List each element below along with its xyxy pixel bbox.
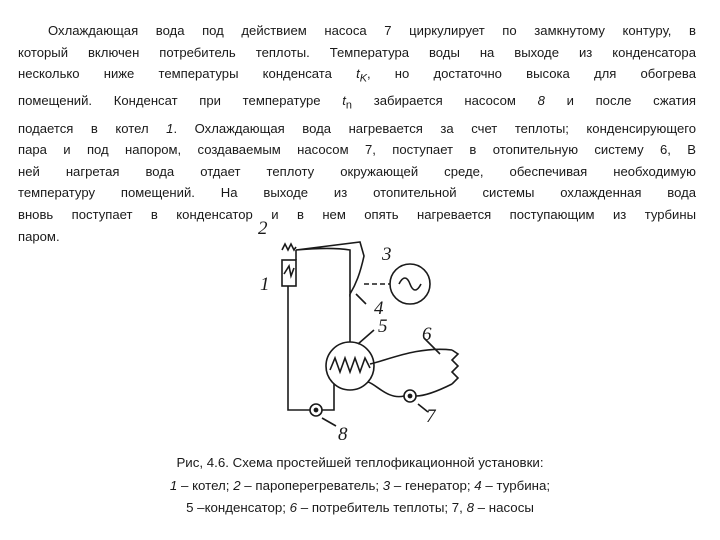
label-heat-consumer: 6 bbox=[422, 324, 432, 345]
label-superheater: 2 bbox=[258, 218, 268, 239]
temperature-subscript: K bbox=[359, 72, 367, 85]
boiler-number: 1 bbox=[166, 120, 174, 136]
label-boiler: 1 bbox=[260, 274, 270, 295]
temperature-subscript: n bbox=[345, 100, 352, 112]
hot-water-pipe bbox=[370, 349, 452, 364]
generator-icon bbox=[390, 264, 430, 304]
temperature-symbol: t bbox=[356, 66, 360, 82]
condenser-icon bbox=[326, 342, 374, 390]
figure-caption-title: Рис, 4.6. Схема простейшей теплофикационной установки: bbox=[176, 455, 544, 470]
label-generator: 3 bbox=[382, 244, 392, 265]
diagram-svg bbox=[238, 214, 498, 446]
paragraph-line: вновь поступает в конденсатор и в нем опять нагревается поступающим из турбины bbox=[18, 206, 696, 222]
paragraph-line: который включен потребитель теплоты. Температура воды на выходе из конденсатора bbox=[18, 44, 696, 60]
pump-number: 8 bbox=[537, 93, 545, 109]
paragraph-line: паром. bbox=[18, 228, 60, 244]
boiler-icon bbox=[282, 260, 296, 286]
leader-line bbox=[358, 330, 374, 344]
paragraph-line: Охлаждающая вода под действием насоса 7 циркулирует по замкнутому контуру, в bbox=[48, 23, 696, 38]
paragraph-line: пара и под напором, создаваемым насосом 7, поступает в отопительную систему 6, В bbox=[18, 142, 696, 158]
superheater-icon bbox=[282, 244, 296, 250]
condensate-pump-icon bbox=[310, 404, 322, 416]
return-water-pipe bbox=[416, 384, 452, 396]
leader-line bbox=[356, 294, 366, 304]
temperature-symbol: t bbox=[342, 93, 346, 109]
turbine-icon bbox=[296, 242, 364, 294]
heating-pump-icon bbox=[404, 390, 416, 402]
cooling-water-pipe bbox=[368, 382, 404, 397]
paragraph-line: температуру помещений. На выходе из отопительной системы охлажденная вода bbox=[18, 185, 696, 201]
paragraph-line: помещений. Конденсат при температуре $t_n$ забирается насосом 8 и после сжатия bbox=[18, 93, 696, 112]
label-condensate-pump: 8 bbox=[338, 424, 348, 445]
label-turbine: 4 bbox=[374, 298, 384, 319]
feedwater-pipe bbox=[288, 286, 310, 410]
condensate-pipe bbox=[322, 384, 334, 410]
paragraph-line: ней нагретая вода отдает теплоту окружающей среде, обеспечивая необходимую bbox=[18, 163, 696, 179]
label-heating-pump: 7 bbox=[426, 406, 436, 427]
cogeneration-diagram bbox=[238, 214, 498, 446]
heat-consumer-icon bbox=[452, 350, 458, 384]
paragraph-line: подается в котел 1. Охлаждающая вода нагревается за счет теплоты; конденсирующего bbox=[18, 120, 697, 136]
leader-line bbox=[322, 418, 336, 426]
label-condenser: 5 bbox=[378, 316, 388, 337]
paragraph-line: несколько ниже температуры конденсата $t_K$, но достаточно высока для обогрева bbox=[18, 66, 696, 85]
figure-caption-legend: 5 –конденсатор; 6 – потребитель теплоты; 7, 8 – насосы bbox=[186, 500, 534, 515]
figure-caption-legend: 1 – котел; 2 – пароперегреватель; 3 – генератор; 4 – турбина; bbox=[169, 478, 551, 493]
